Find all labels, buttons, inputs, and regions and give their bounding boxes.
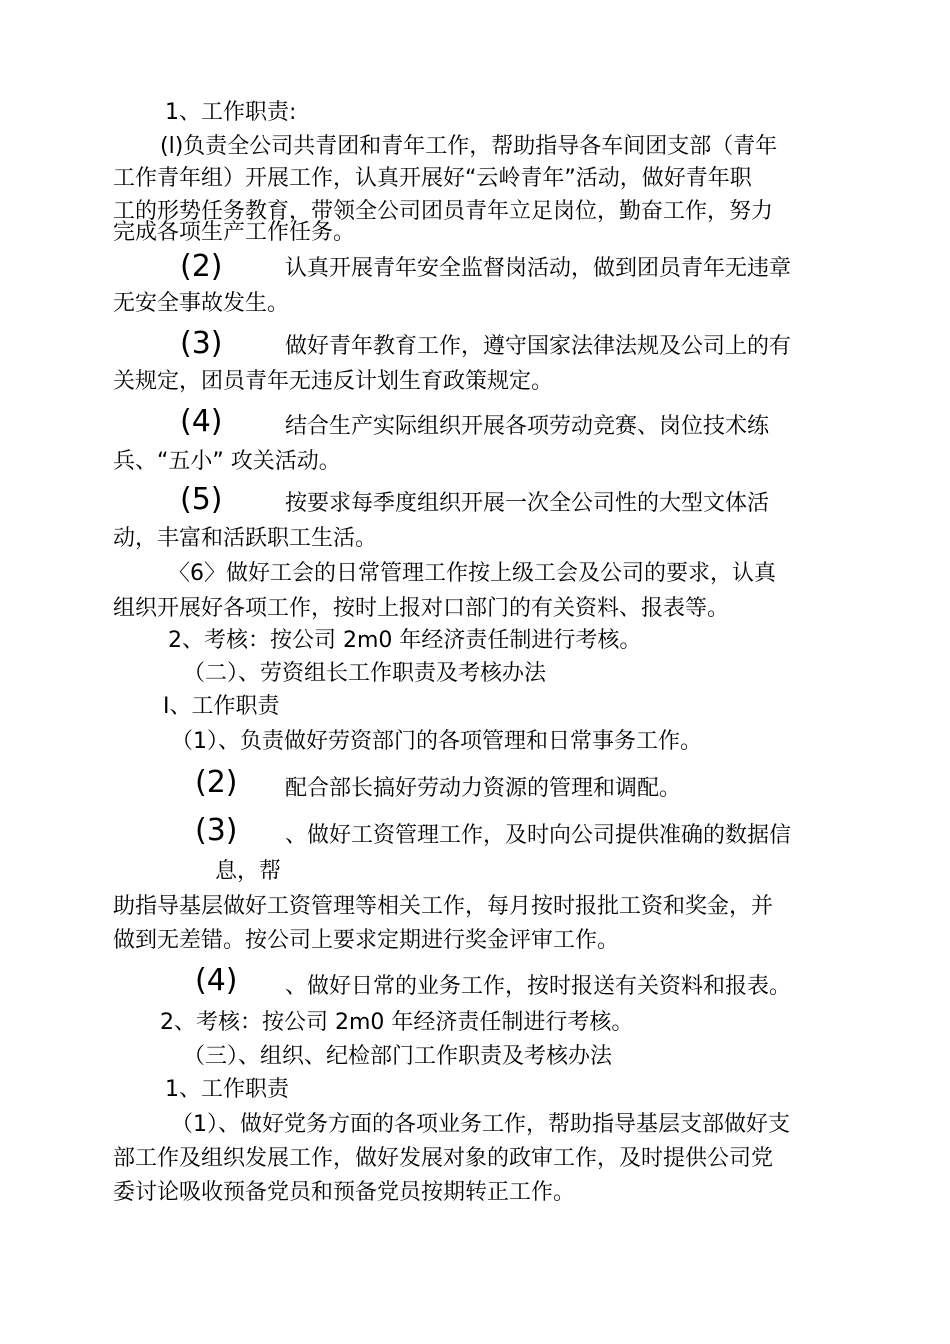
item-number-2: (2) <box>195 765 238 800</box>
item-number-4: (4) <box>195 963 238 998</box>
item-number-3: (3) <box>180 326 223 361</box>
paragraph-line: 关规定，团员青年无违反计划生育政策规定。 <box>113 369 554 394</box>
subsection-heading: I、工作职责 <box>163 694 280 719</box>
paragraph-line: 息，帮 <box>215 859 282 884</box>
paragraph-line: 做好青年教育工作，遵守国家法律法规及公司上的有 <box>285 334 792 359</box>
assessment-line: 2、考核：按公司 2m0 年经济责任制进行考核。 <box>168 628 642 653</box>
paragraph-line: 动，丰富和活跃职工生活。 <box>113 526 378 551</box>
item-number-3: (3) <box>195 813 238 848</box>
item-number-5: (5) <box>180 482 223 517</box>
paragraph-line: 工作青年组）开展工作，认真开展好“云岭青年”活动，做好青年职 <box>113 166 752 191</box>
paragraph-line: 完成各项生产工作任务。 <box>113 220 356 245</box>
paragraph-line: 做到无差错。按公司上要求定期进行奖金评审工作。 <box>113 928 620 953</box>
paragraph-line: 工的形势任务教育，带领全公司团员青年立足岗位，勤奋工作，努力 <box>113 199 774 224</box>
paragraph-line: 部工作及组织发展工作，做好发展对象的政审工作，及时提供公司党 <box>113 1146 774 1171</box>
paragraph-line: (l)负责全公司共青团和青年工作，帮助指导各车间团支部（青年 <box>160 134 778 159</box>
paragraph-line: （1）、做好党务方面的各项业务工作，帮助指导基层支部做好支 <box>171 1112 790 1137</box>
section-heading-1: 1、工作职责: <box>165 100 297 125</box>
paragraph-line: 、做好日常的业务工作，按时报送有关资料和报表。 <box>285 974 792 999</box>
paragraph-line: 配合部长搞好劳动力资源的管理和调配。 <box>285 776 682 801</box>
item-number-2: (2) <box>180 249 223 284</box>
paragraph-line: 助指导基层做好工资管理等相关工作，每月按时报批工资和奖金，并 <box>113 894 774 919</box>
paragraph-line: 组织开展好各项工作，按时上报对口部门的有关资料、报表等。 <box>113 596 730 621</box>
paragraph-line: 委讨论吸收预备党员和预备党员按期转正工作。 <box>113 1180 576 1205</box>
section-heading-3: （三）、组织、纪检部门工作职责及考核办法 <box>183 1044 613 1069</box>
assessment-line: 2、考核：按公司 2m0 年经济责任制进行考核。 <box>160 1010 634 1035</box>
section-heading-2: （二）、劳资组长工作职责及考核办法 <box>183 661 547 686</box>
paragraph-line: 兵、“五小” 攻关活动。 <box>113 449 341 474</box>
subsection-heading: 1、工作职责 <box>165 1077 289 1102</box>
paragraph-line: 、做好工资管理工作，及时向公司提供准确的数据信 <box>285 823 792 848</box>
paragraph-line: 认真开展青年安全监督岗活动，做到团员青年无违章 <box>285 256 792 281</box>
paragraph-line: 结合生产实际组织开展各项劳动竞赛、岗位技术练 <box>285 414 770 439</box>
paragraph-line: 〈6〉做好工会的日常管理工作按上级工会及公司的要求，认真 <box>168 561 776 586</box>
paragraph-line: 按要求每季度组织开展一次全公司性的大型文体活 <box>285 491 770 516</box>
paragraph-line: 无安全事故发生。 <box>113 291 290 316</box>
item-number-4: (4) <box>180 404 223 439</box>
paragraph-line: （1）、负责做好劳资部门的各项管理和日常事务工作。 <box>171 729 702 754</box>
